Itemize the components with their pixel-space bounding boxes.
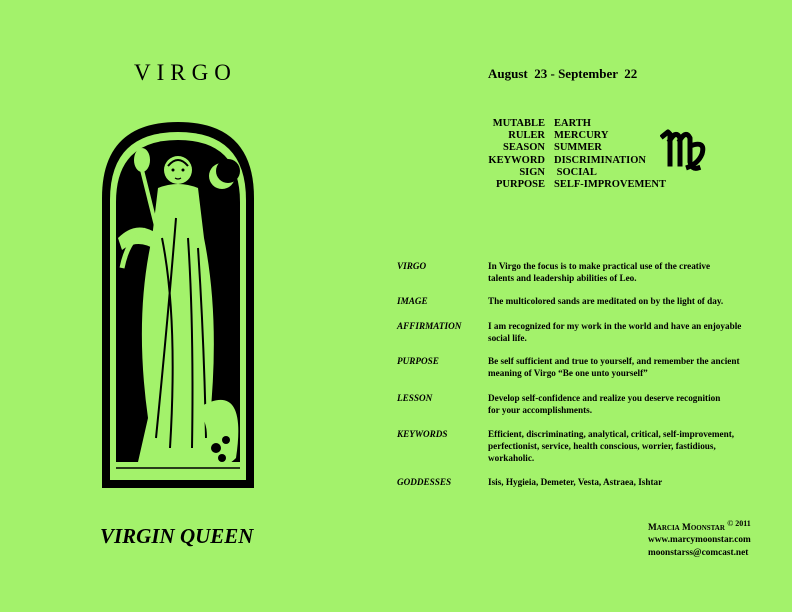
section-text: Develop self-confidence and realize you deserve recognition for your accomplishments. [488,393,721,416]
section-goddesses [397,476,767,488]
attribute-key: SIGN [519,166,545,178]
attribute-row [486,179,666,191]
author-email: moonstarss@comcast.net [648,547,749,558]
section-text: I am recognized for my work in the world and have an enjoyable social life. [488,321,742,344]
author-line [648,518,751,534]
section-label: IMAGE [397,296,428,306]
section-purpose [397,355,767,379]
attribute-row [486,118,666,130]
section-label: VIRGO [397,261,427,271]
copyright-year: © 2011 [727,519,751,528]
section-label: KEYWORDS [397,429,448,439]
page-title: VIRGO [134,60,237,85]
attribute-value: MERCURY [554,130,609,142]
section-label: GODDESSES [397,477,452,487]
attribute-key: SEASON [502,142,545,154]
author-name: Marcia Moonstar [648,523,725,534]
section-lesson [397,392,767,416]
date-range: August 23 - September 22 [488,66,638,81]
section-text: Be self sufficient and true to yourself, and remember the ancient meaning of Virgo “Be one unto yourself” [488,356,740,379]
attribute-row [486,130,666,142]
author-credit [648,518,751,559]
attribute-row [486,155,666,167]
attribute-key: PURPOSE [495,179,545,191]
page-subtitle: VIRGIN QUEEN [100,524,254,548]
attribute-key: KEYWORD [488,154,545,166]
section-text: The multicolored sands are meditated on by the light of day. [488,296,724,306]
attribute-list [486,118,666,191]
attribute-key: RULER [508,130,545,142]
attribute-value: SOCIAL [554,166,597,178]
section-affirmation [397,320,767,344]
section-image [397,295,767,307]
section-keywords [397,428,767,465]
attribute-row [486,142,666,154]
attribute-value: DISCRIMINATION [554,154,646,166]
author-website: www.marcymoonstar.com [648,535,751,546]
section-text: In Virgo the focus is to make practical use of the creative talents and leadership abilities of Leo. [488,261,711,284]
attribute-value: SUMMER [554,142,602,154]
section-label: AFFIRMATION [397,321,462,331]
virgo-glyph-icon [660,128,710,174]
attribute-row [486,167,666,179]
section-label: LESSON [397,393,433,403]
attribute-value: SELF-IMPROVEMENT [554,179,667,191]
attribute-value: EARTH [554,118,591,129]
section-virgo [397,260,767,284]
section-text: Isis, Hygieia, Demeter, Vesta, Astraea, Ishtar [488,477,663,487]
section-label: PURPOSE [397,356,439,366]
section-text: Efficient, discriminating, analytical, critical, self-improvement, perfectionist, service, health conscious, worrier, fastidious, workaholic. [488,429,735,464]
attribute-key: MUTABLE [492,118,545,129]
virgin-queen-illustration [98,118,258,490]
